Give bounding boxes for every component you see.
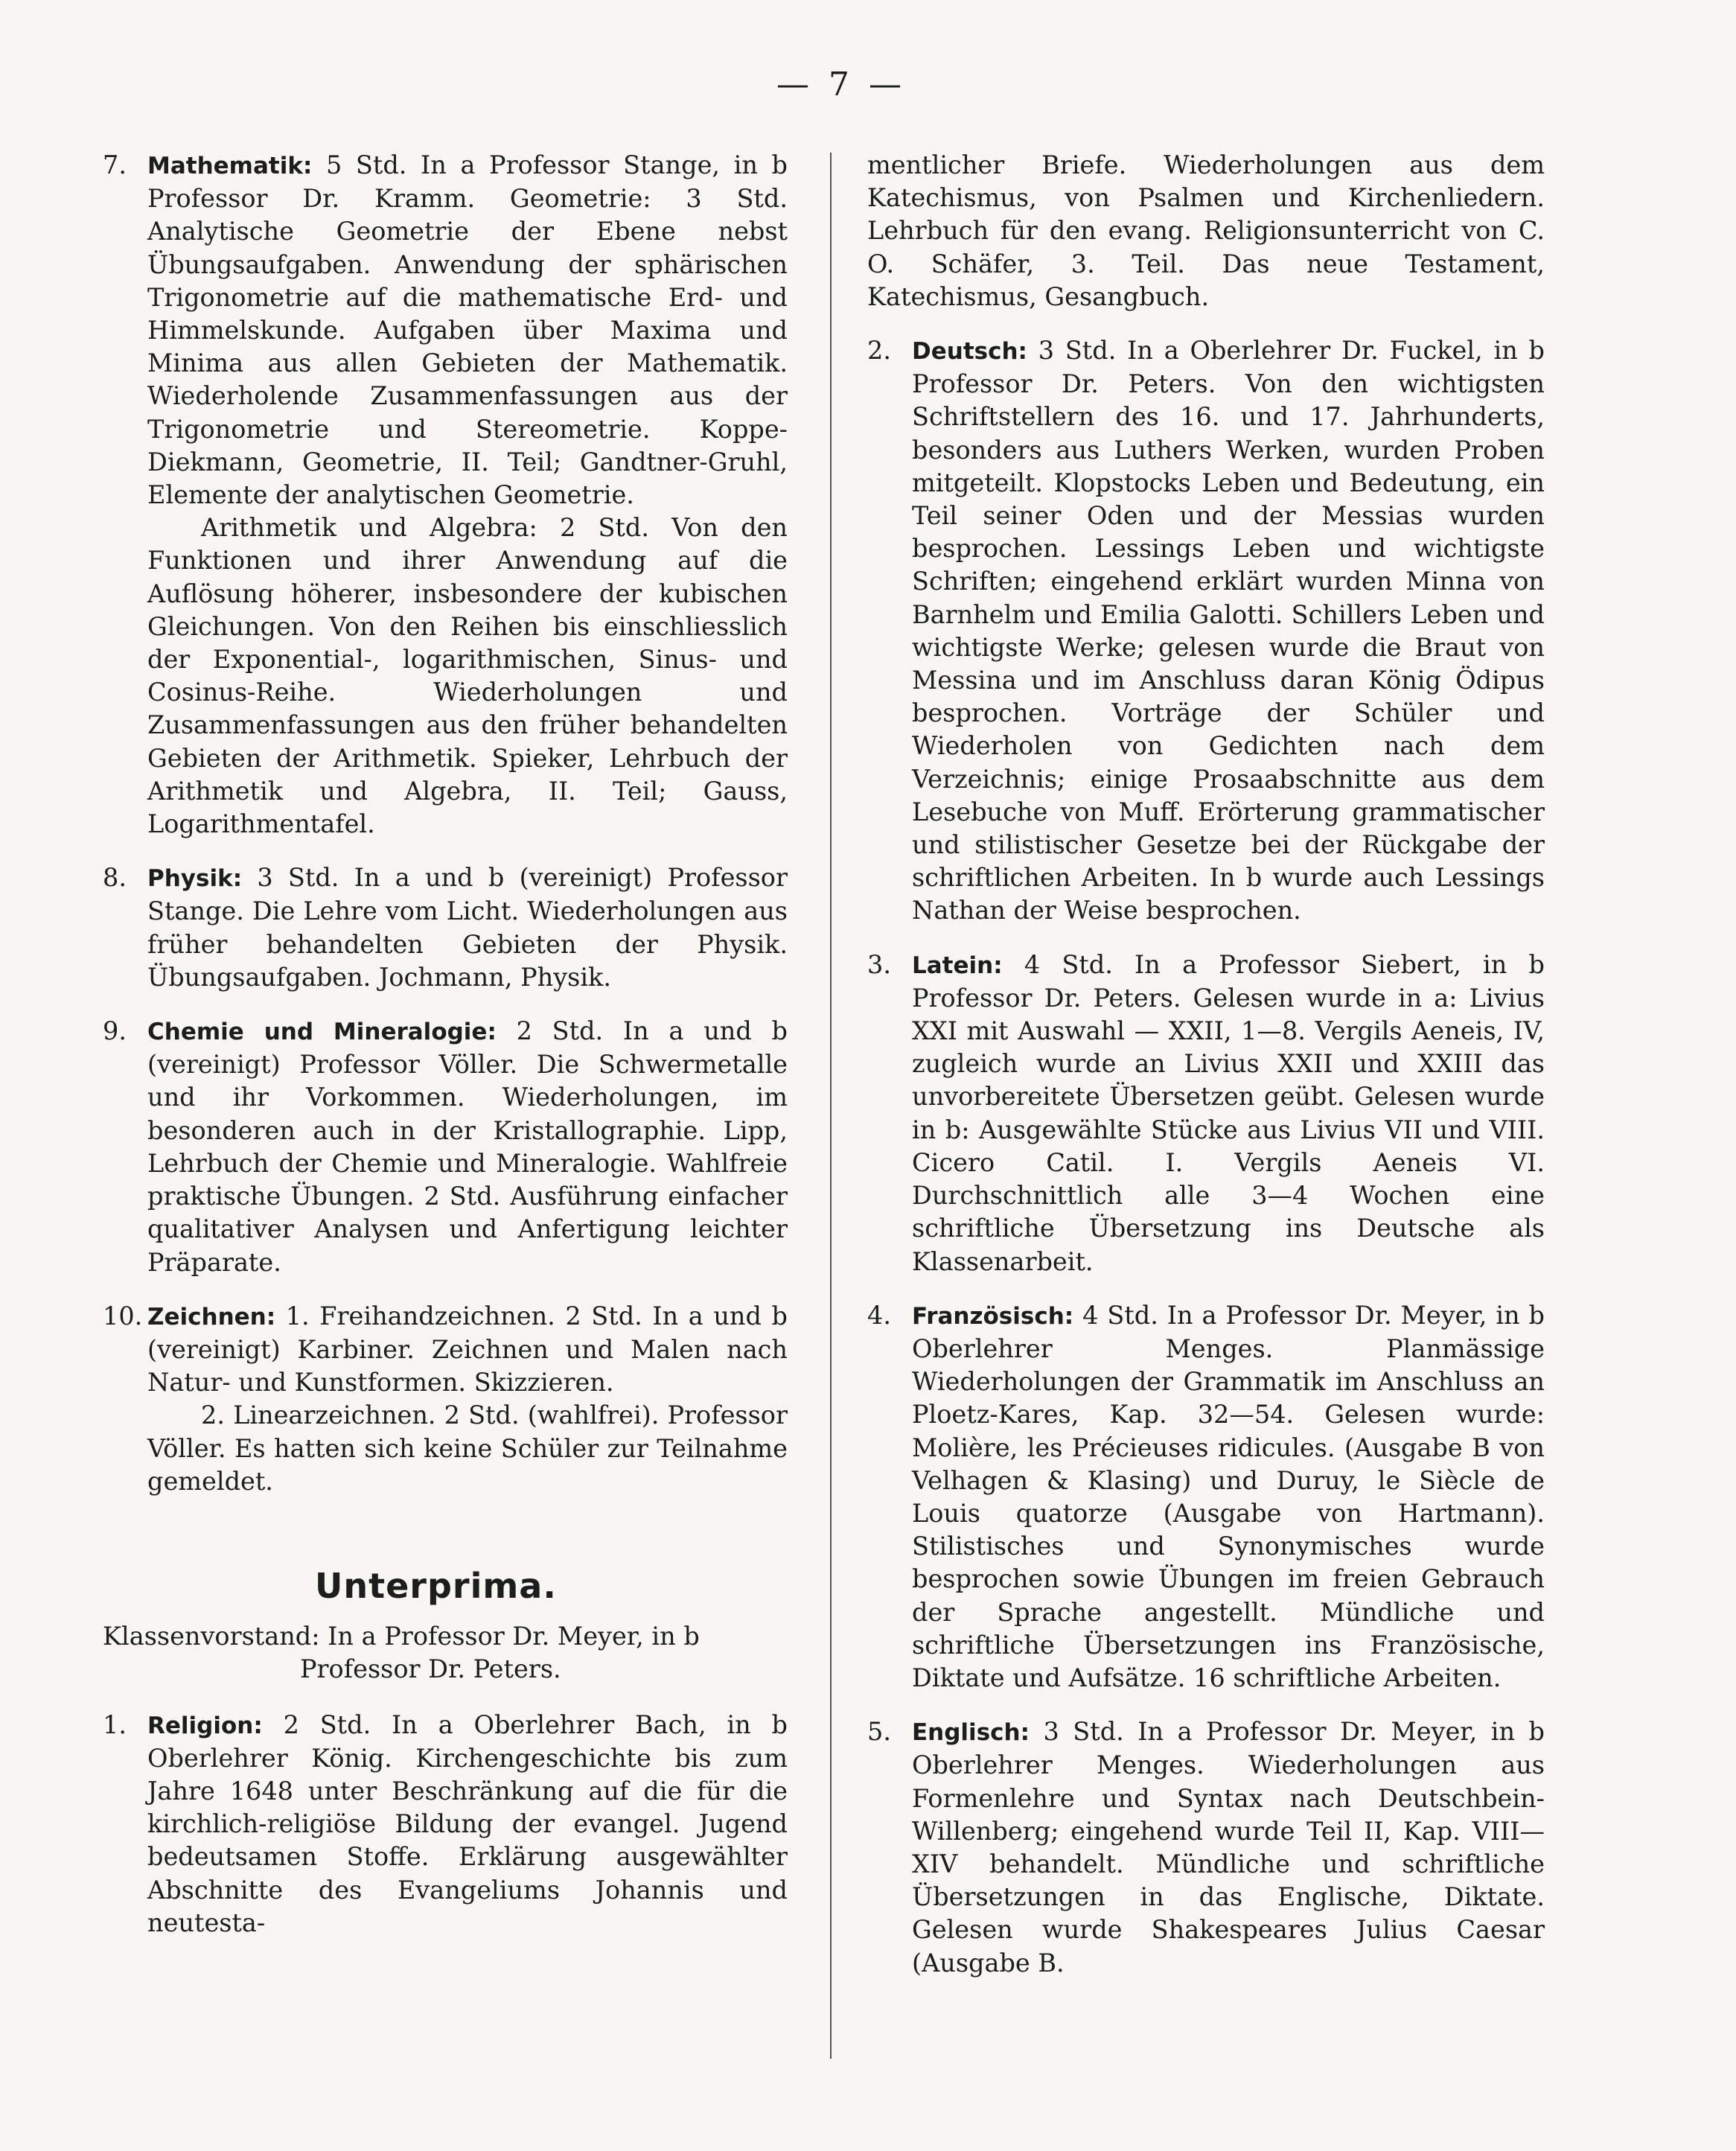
subject-heading: Physik: xyxy=(147,865,243,893)
subject-text: 3 Std. In a und b (vereinigt) Professor Stange. Die Lehre vom Licht. Wiederholungen aus früher behandelten Gebieten der Physik. Übungsaufgaben. Jochmann, Physik. xyxy=(147,863,788,992)
subject-chemie xyxy=(103,1015,788,1279)
section-title: Unterprima. xyxy=(315,1565,557,1606)
item-number: 8. xyxy=(103,863,127,893)
subject-religion xyxy=(103,1709,788,1940)
subject-heading: Religion: xyxy=(147,1712,263,1739)
subject-text-paragraph: Arithmetik und Algebra: 2 Std. Von den Funktionen und ihrer Anwendung auf die Auflösung höherer, insbesondere der kubischen Gleichungen. Von den Reihen bis einschliesslich der Exponential-, logarithmischen, Sinus- und Cosinus-Reihe. Wiederholungen und Zusammenfassungen aus den früher behandelten Gebieten der Arithmetik. Spieker, Lehrbuch der Arithmetik und Algebra, II. Teil; Gauss, Logarithmentafel. xyxy=(147,513,788,839)
subject-heading: Zeichnen: xyxy=(147,1303,276,1331)
klassenvorstand-line: Klassenvorstand: In a Professor Dr. Meyer, in b xyxy=(103,1622,700,1651)
item-number: 10. xyxy=(103,1301,143,1331)
item-number: 5. xyxy=(867,1717,891,1747)
subject-text: 2 Std. In a Oberlehrer Bach, in b Oberlehrer König. Kirchengeschichte bis zum Jahre 1648 unter Beschränkung auf die für die kirchlich-religiöse Bildung der evangel. Jugend bedeutsamen Stoffe. Erklärung ausgewählter Abschnitte des Evangeliums Johannis und neutesta- xyxy=(147,1709,788,1937)
item-number: 2. xyxy=(867,336,891,366)
klassenvorstand xyxy=(103,1620,788,1686)
continuation-text: mentlicher Briefe. Wiederholungen aus dem Katechismus, von Psalmen und Kirchenliedern. Lehrbuch für den evang. Religionsunterricht von C. O. Schäfer, 3. Teil. Das neue Testament, Katechismus, Gesangbuch. xyxy=(867,150,1545,311)
subject-zeichnen xyxy=(103,1300,788,1498)
religion-continuation xyxy=(867,149,1545,313)
subject-text-paragraph: 2. Linearzeichnen. 2 Std. (wahlfrei). Professor Völler. Es hatten sich keine Schüler zur Teilnahme gemeldet. xyxy=(147,1400,788,1496)
subject-heading: Mathematik: xyxy=(147,153,313,179)
subject-heading: Deutsch: xyxy=(912,338,1027,366)
item-number: 3. xyxy=(867,949,891,979)
subject-franzoesisch xyxy=(867,1299,1545,1695)
subject-text: 1. Freihandzeichnen. 2 Std. In a und b (vereinigt) Karbiner. Zeichnen und Malen nach Natur- und Kunstformen. Skizzieren. xyxy=(147,1301,788,1398)
column-divider xyxy=(830,153,832,2059)
subject-heading: Chemie und Mineralogie: xyxy=(147,1019,497,1046)
subject-mathematik xyxy=(103,149,788,841)
subject-text: 5 Std. In a Professor Stange, in b Professor Dr. Kramm. Geometrie: 3 Std. Analytische Geometrie der Ebene nebst Übungsaufgaben. Anwendung der sphärischen Trigonometrie auf die mathematische Erd- und Himmelskunde. Aufgaben über Maxima und Minima aus allen Gebieten der Mathematik. Wiederholende Zusammenfassungen aus der Trigonometrie und Stereometrie. Koppe-Diekmann, Geometrie, II. Teil; Gandtner-Gruhl, Elemente der analytischen Geometrie. xyxy=(147,150,788,510)
subject-text: 4 Std. In a Professor Dr. Meyer, in b Oberlehrer Menges. Planmässige Wiederholungen der Grammatik im Anschluss an Ploetz-Kares, Kap. 32—54. Gelesen wurde: Molière, les Précieuses ridicules. (Ausgabe B von Velhagen & Klasing) und Duruy, le Siècle de Louis quatorze (Ausgabe von Hartmann). Stilistisches und Synonymisches wurde besprochen sowie Übungen im freien Gebrauch der Sprache angestellt. Mündliche und schriftliche Übersetzungen ins Französische, Diktate und Aufsätze. 16 schriftliche Arbeiten. xyxy=(912,1300,1545,1692)
item-number: 4. xyxy=(867,1300,891,1330)
subject-physik xyxy=(103,861,788,994)
subject-heading: Französisch: xyxy=(912,1302,1074,1330)
item-number: 9. xyxy=(103,1016,127,1046)
klassenvorstand-line: Professor Dr. Peters. xyxy=(300,1654,561,1684)
subject-text: 4 Std. In a Professor Siebert, in b Professor Dr. Peters. Gelesen wurde in a: Livius XXI mit Auswahl — XXII, 1—8. Vergils Aeneis, IV, zugleich wurde an Livius XXII und XXIII das unvorbereitete Übersetzen geübt. Gelesen wurde in b: Ausgewählte Stücke aus Livius VII und VIII. Cicero Catil. I. Vergils Aeneis VI. Durchschnittlich alle 3—4 Wochen eine schriftliche Übersetzung ins Deutsche als Klassenarbeit. xyxy=(912,949,1545,1276)
subject-text: 2 Std. In a und b (vereinigt) Professor Völler. Die Schwermetalle und ihr Vorkommen. Wiederholungen, im besonderen auch in der Kristallographie. Lipp, Lehrbuch der Chemie und Mineralogie. Wahlfreie praktische Übungen. 2 Std. Ausführung einfacher qualitativer Analysen und Anfertigung leichter Präparate. xyxy=(147,1016,788,1277)
subject-latein xyxy=(867,949,1545,1278)
left-column xyxy=(103,149,788,1960)
subject-heading: Latein: xyxy=(912,952,1003,979)
subject-text: 3 Std. In a Professor Dr. Meyer, in b Oberlehrer Menges. Wiederholungen aus Formenlehre und Syntax nach Deutschbein-Willenberg; eingehend wurde Teil II, Kap. VIII—XIV behandelt. Mündliche und schriftliche Übersetzungen in das Englische, Diktate. Gelesen wurde Shakespeares Julius Caesar (Ausgabe B. xyxy=(912,1717,1545,1978)
subject-englisch xyxy=(867,1715,1545,1980)
item-number: 1. xyxy=(103,1709,127,1739)
page-number: — 7 — xyxy=(776,66,906,103)
subject-deutsch xyxy=(867,334,1545,928)
subject-heading: Englisch: xyxy=(912,1719,1030,1747)
item-number: 7. xyxy=(103,150,127,179)
right-column xyxy=(867,149,1545,2001)
subject-text: 3 Std. In a Oberlehrer Dr. Fuckel, in b Professor Dr. Peters. Von den wichtigsten Schriftstellern des 16. und 17. Jahrhunderts, besonders aus Luthers Werken, wurden Proben mitgeteilt. Klopstocks Leben und Bedeutung, ein Teil seiner Oden und der Messias wurden besprochen. Lessings Leben und wichtigste Schriften; eingehend erklärt wurden Minna von Barnhelm und Emilia Galotti. Schillers Leben und wichtigste Werke; gelesen wurde die Braut von Messina und im Anschluss daran König Ödipus besprochen. Vorträge der Schüler und Wiederholen von Gedichten nach dem Verzeichnis; einige Prosaabschnitte aus dem Lesebuche von Muff. Erörterung grammatischer und stilistischer Gesetze bei der Rückgabe der schriftlichen Arbeiten. In b wurde auch Lessings Nathan der Weise besprochen. xyxy=(912,336,1545,925)
